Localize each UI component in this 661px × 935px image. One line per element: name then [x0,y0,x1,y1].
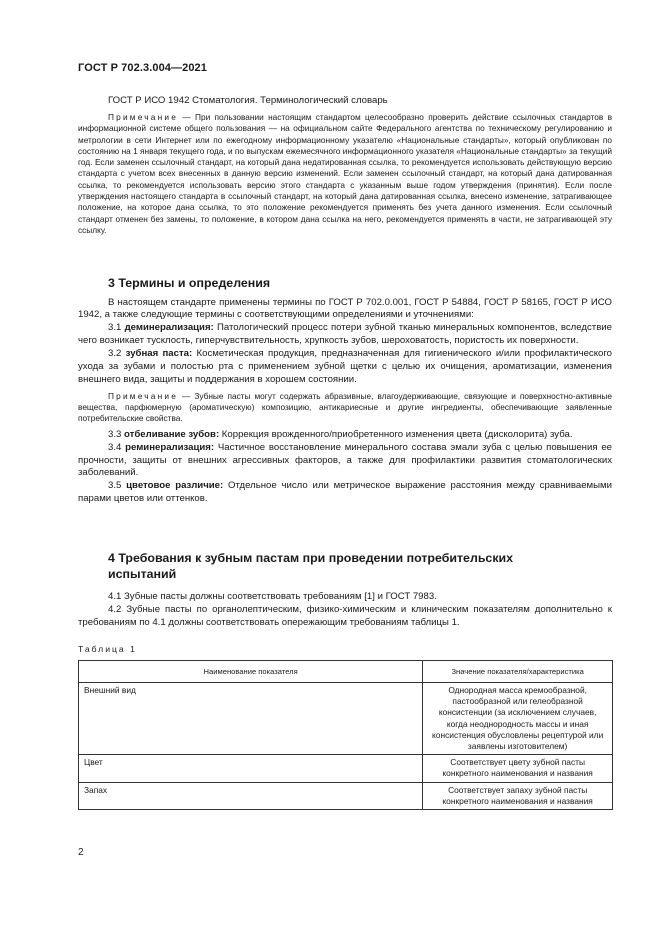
reference-iso1942: ГОСТ Р ИСО 1942 Стоматология. Терминологический словарь [108,95,388,106]
term-name: отбеливание зубов: [124,428,220,440]
note-label: Примечание [108,111,179,122]
term-definition: Коррекция врожденного/приобретенного изменения цвета (дисколорита) зуба. [219,428,573,440]
table-header-row [79,661,613,683]
header-indicator-name: Наименование показателя [79,661,423,683]
term-3-1 [78,322,612,348]
term-number: 3.1 [108,322,122,334]
requirements-table [78,660,613,810]
note-text: — Зубные пасты могут содержать абразивные, влагоудерживающие, связующие и поверхностно-активные вещества, парфюмерную (ароматическую) композицию, антикариесные и другие ингредиенты, обеспечивающие заявленные потребительские свойства. [78,390,612,424]
cell-indicator-name: Запах [79,782,423,809]
term-number: 3.5 [108,480,122,492]
paragraph-4-1: 4.1 Зубные пасты должны соответствовать требованиям [1] и ГОСТ 7983. [108,591,437,602]
term-definition: Косметическая продукция, предназначенная для гигиенического и/или профилактического ухода за зубами и полостью рта с применением зубной щетки с целью их очищения, ароматизации, изменения внешнего вида, защиты и поддержания в хорошем состоянии. [78,348,612,385]
note-label: Примечание [108,390,179,401]
term-3-2-note [78,391,612,425]
term-3-3 [78,429,612,442]
term-name: реминерализация: [125,441,215,453]
term-number: 3.2 [108,348,122,360]
section-4 [78,551,612,630]
term-number: 3.4 [108,441,122,453]
cell-indicator-name: Внешний вид [79,683,423,755]
term-definition: Частичное восстановление минерального состава эмали зуба с целью повышения ее прочности, защиты от внешних агрессивных факторов, а также для профилактики развития стоматологических заболеваний. [78,441,612,479]
cell-indicator-value: Соответствует запаху зубной пасты конкретного наименования и названия [423,782,613,809]
cell-indicator-name: Цвет [79,755,423,782]
term-name: цветовое различие: [126,480,224,492]
note-text: — При пользовании настоящим стандартом целесообразно проверить действие ссылочных стандартов в информационной системе общего пользования — на официальном сайте Федерального агентства по техническому регулированию и метрологии в сети Интернет или по ежегодному информационному указателю «Национальные стандарты», который опубликован по состоянию на 1 января текущего года, и по выпускам ежемесячного информационного указателя «Национальные стандарты» за текущий год. Если заменен ссылочный стандарт, на который дана недатированная ссылка, то рекомендуется использовать действующую версию стандарта с учетом всех внесенных в данную версию изменений. Если заменен ссылочный стандарт, на который дана датированная ссылка, то рекомендуется использовать версию этого стандарта с указанным выше годом утверждения (принятия). Если после утверждения настоящего стандарта в ссылочный стандарт, на который дана датированная ссылка, внесено изменение, затрагивающее положение, на которое дана ссылка, то это положение рекомендуется применять без учета данного изменения. Если ссылочный стандарт отменен без замены, то положение, в котором дана ссылка на него, рекомендуется применять в части, не затрагивающей эту ссылку. [78,111,612,235]
cell-indicator-value: Однородная масса кремообразной, пастообразной или гелеобразной консистенции (за исключением случаев, когда неоднородность массы и иная консистенция обусловлены рецептурой или заявлены изготовителем) [423,683,613,755]
term-3-4 [78,442,612,481]
references-note [78,112,612,236]
section-3-title: 3 Термины и определения [108,276,271,290]
section-4-title-line1: 4 Требования к зубным пастам при проведении потребительских [108,551,514,565]
term-definition: Патологический процесс потери зубной тканью минеральных компонентов, вследствие чего возникает тусклость, гиперчувствительность, хрупкость зубов, шероховатость, пористость их поверхности. [78,322,612,347]
term-name: зубная паста: [125,348,193,360]
section-4-title-line2: испытаний [108,566,177,581]
references-block [78,95,612,236]
term-definition: Отдельное число или метрическое выражение расстояния между сравниваемыми парами цветов или оттенков. [78,480,612,505]
table-row [79,782,613,809]
paragraph-4-2: 4.2 Зубные пасты по органолептическим, физико-химическим и клиническим показателям дополнительно к требованиям по 4.1 должны соответствовать опережающим требованиям таблицы 1. [78,603,612,628]
document-header: ГОСТ Р 702.3.004—2021 [78,62,207,74]
section-3-intro: В настоящем стандарте применены термины по ГОСТ Р 702.0.001, ГОСТ Р 54884, ГОСТ Р 58165, ГОСТ Р ИСО 1942, а также следующие термины с соответствующими определениями и уточнениями: [78,296,612,321]
cell-indicator-value: Соответствует цвету зубной пасты конкретного наименования и названия [423,755,613,782]
section-3 [78,276,612,506]
term-3-5 [78,480,612,506]
page-number: 2 [78,847,84,858]
term-3-2 [78,348,612,387]
table-row [79,683,613,755]
table-row [79,755,613,782]
term-name: деминерализация: [124,322,214,334]
table-caption: Таблица 1 [78,644,137,654]
term-number: 3.3 [108,428,122,440]
section-4-title [78,551,612,582]
header-indicator-value: Значение показателя/характеристика [423,661,613,683]
